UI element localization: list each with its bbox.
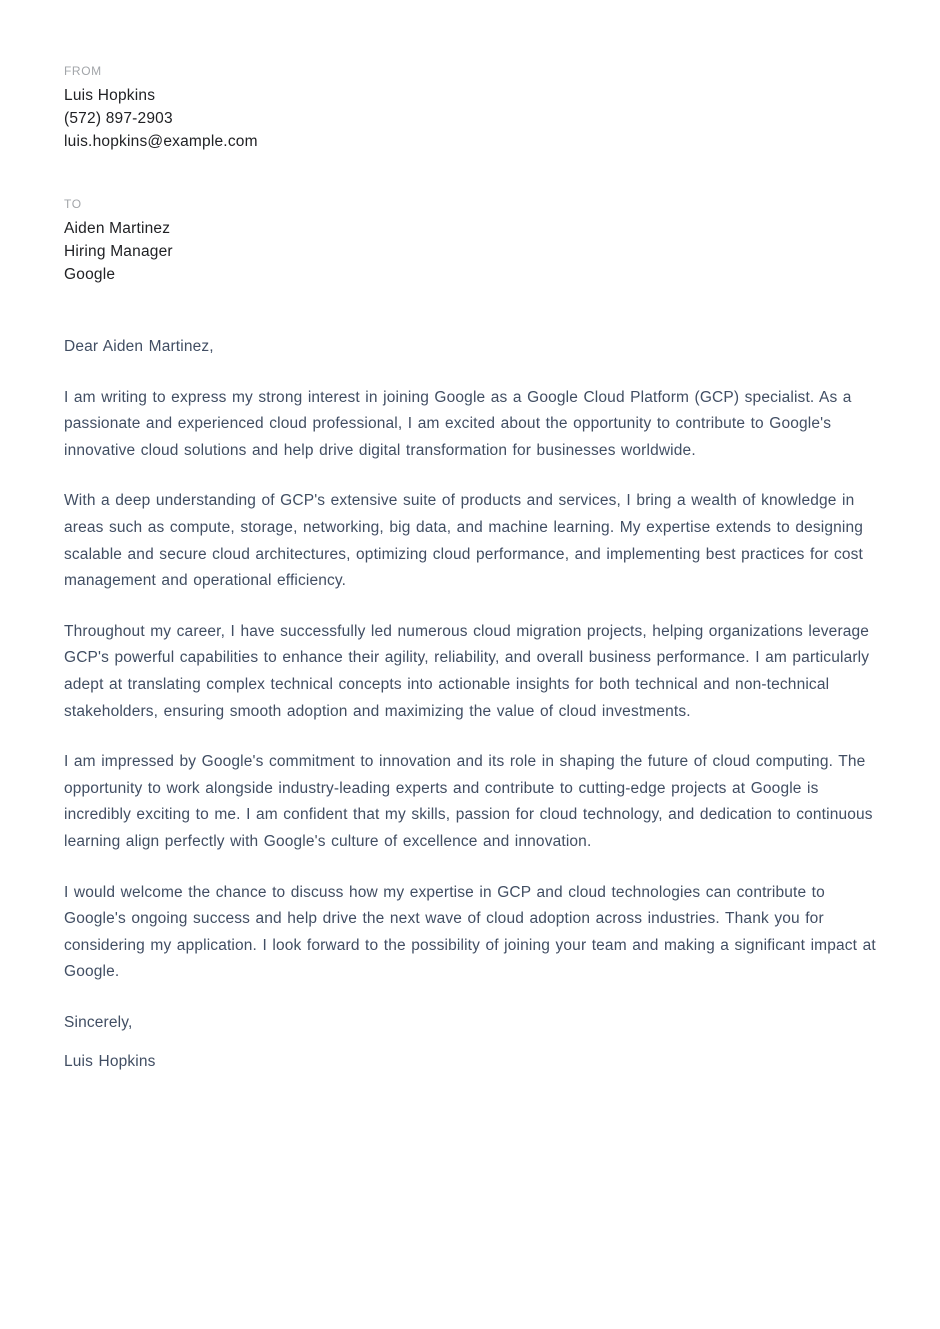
signature: Luis Hopkins <box>64 1053 156 1071</box>
sender-phone: (572) 897-2903 <box>64 110 173 127</box>
sender-email: luis.hopkins@example.com <box>64 133 258 150</box>
to-label: TO <box>64 197 82 211</box>
closing: Sincerely, <box>64 1013 133 1031</box>
letter-paragraph-2: With a deep understanding of GCP's extensive suite of products and services, I bring a wealth of knowledge in areas such as compute, storage, networking, big data, and machine learning. My expertise extends to designing scalable and secure cloud architectures, optimizing cloud performance, and implementing best practices for cost management and operational efficiency. <box>64 492 864 590</box>
from-block <box>64 64 890 153</box>
contact-header <box>64 64 890 286</box>
letter-paragraph-5: I would welcome the chance to discuss how my expertise in GCP and cloud technologies can contribute to Google's ongoing success and help drive the next wave of cloud adoption across industries. Thank you for considering my application. I look forward to the possibility of joining your team and making a significant impact at Google. <box>64 883 876 981</box>
greeting: Dear Aiden Martinez, <box>64 338 214 355</box>
letter-paragraph-1: I am writing to express my strong interest in joining Google as a Google Cloud Platform (GCP) specialist. As a passionate and experienced cloud professional, I am excited about the opportunity to contribute to Google's innovative cloud solutions and help drive digital transformation for businesses worldwide. <box>64 388 852 459</box>
letter-paragraph-4: I am impressed by Google's commitment to innovation and its role in shaping the future of cloud computing. The opportunity to work alongside industry-leading experts and contribute to cutting-edge projects at Google is incredibly exciting to me. I am confident that my skills, passion for cloud technology, and dedication to continuous learning align perfectly with Google's culture of excellence and innovation. <box>64 753 873 850</box>
sender-name: Luis Hopkins <box>64 87 156 104</box>
to-block <box>64 197 890 286</box>
recipient-name: Aiden Martinez <box>64 220 171 237</box>
letter-body <box>64 334 890 1076</box>
recipient-company: Google <box>64 266 116 283</box>
from-label: FROM <box>64 64 102 78</box>
letter-paragraph-3: Throughout my career, I have successfully led numerous cloud migration projects, helping organizations leverage GCP's powerful capabilities to enhance their agility, reliability, and overall business performance. I am particularly adept at translating complex technical concepts into actionable insights for both technical and non-technical stakeholders, ensuring smooth adoption and maximizing the value of cloud investments. <box>64 622 870 720</box>
recipient-title: Hiring Manager <box>64 243 173 260</box>
